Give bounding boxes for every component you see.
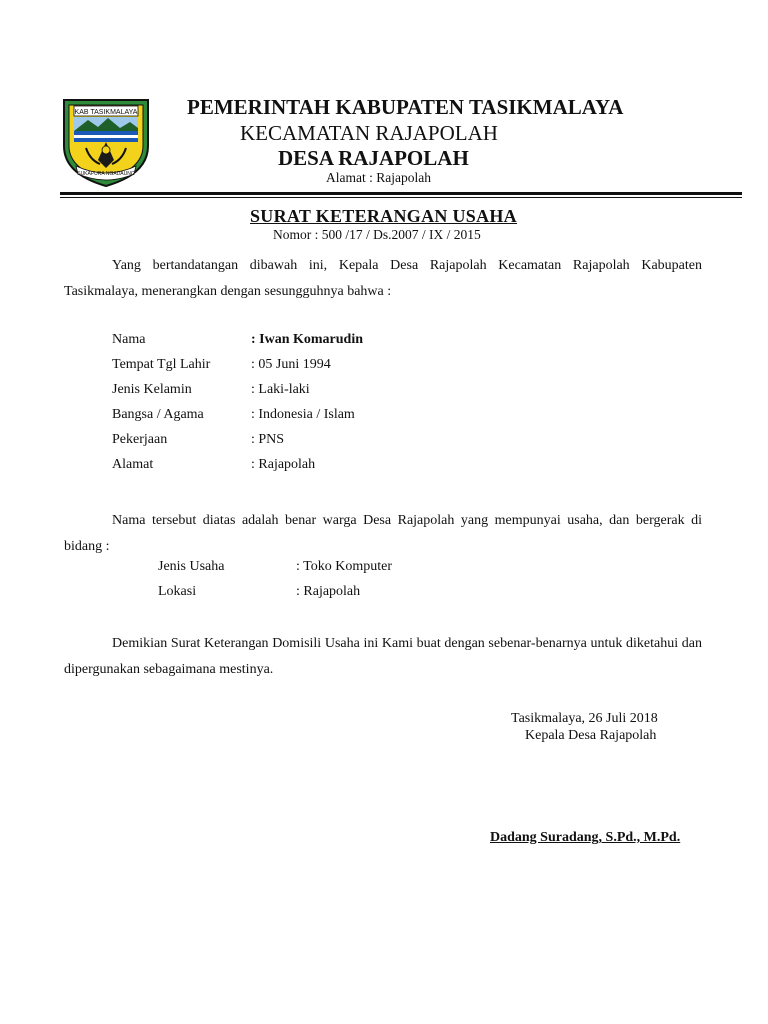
business-label-jenis-usaha: Jenis Usaha [158, 559, 225, 574]
closing-text: Demikian Surat Keterangan Domisili Usaha ini Kami buat dengan sebenar-benarnya untuk diketahui dan dipergunakan sebagaimana mestinya. [64, 636, 702, 677]
statement-paragraph [64, 508, 702, 560]
district-title: KECAMATAN RAJAPOLAH [240, 121, 498, 145]
letterhead-divider-thick [60, 192, 742, 195]
field-value-jenis-kelamin: : Laki-laki [251, 382, 310, 397]
village-title: DESA RAJAPOLAH [278, 146, 469, 170]
tasikmalaya-regency-emblem-icon [60, 94, 152, 188]
intro-paragraph [64, 253, 702, 305]
field-label-bangsa-agama: Bangsa / Agama [112, 407, 204, 422]
field-value-alamat: : Rajapolah [251, 457, 316, 472]
field-value-pekerjaan: : PNS [251, 432, 285, 447]
signatory-name: Dadang Suradang, S.Pd., M.Pd. [490, 830, 681, 845]
field-label-pekerjaan: Pekerjaan [112, 432, 168, 447]
government-title: PEMERINTAH KABUPATEN TASIKMALAYA [187, 95, 624, 119]
field-value-nama: : Iwan Komarudin [251, 332, 364, 347]
field-label-nama: Nama [112, 332, 146, 347]
business-value-jenis-usaha: : Toko Komputer [296, 559, 392, 574]
field-label-tempat-tgl-lahir: Tempat Tgl Lahir [112, 357, 211, 372]
svg-text:SUKAPURA NGADAUNG: SUKAPURA NGADAUNG [77, 171, 135, 177]
letterhead-address: Alamat : Rajapolah [326, 170, 431, 185]
field-value-bangsa-agama: : Indonesia / Islam [251, 407, 355, 422]
svg-text:KAB TASIKMALAYA: KAB TASIKMALAYA [74, 109, 138, 116]
intro-text: Yang bertandatangan dibawah ini, Kepala Desa Rajapolah Kecamatan Rajapolah Kabupaten Tasikmalaya, menerangkan dengan sesungguhnya bahwa : [64, 258, 702, 299]
field-label-alamat: Alamat [112, 457, 154, 472]
field-value-tempat-tgl-lahir: : 05 Juni 1994 [251, 357, 331, 372]
letter-title: SURAT KETERANGAN USAHA [250, 206, 517, 226]
statement-text: Nama tersebut diatas adalah benar warga Desa Rajapolah yang mempunyai usaha, dan bergerak di bidang : [64, 513, 702, 554]
signature-position: Kepala Desa Rajapolah [525, 728, 657, 743]
letter-number: Nomor : 500 /17 / Ds.2007 / IX / 2015 [273, 227, 481, 242]
signature-place-date: Tasikmalaya, 26 Juli 2018 [511, 711, 658, 726]
business-value-lokasi: : Rajapolah [296, 584, 361, 599]
closing-paragraph [64, 631, 702, 683]
business-label-lokasi: Lokasi [158, 584, 197, 599]
letterhead-divider-thin [60, 197, 742, 198]
field-label-jenis-kelamin: Jenis Kelamin [112, 382, 192, 397]
